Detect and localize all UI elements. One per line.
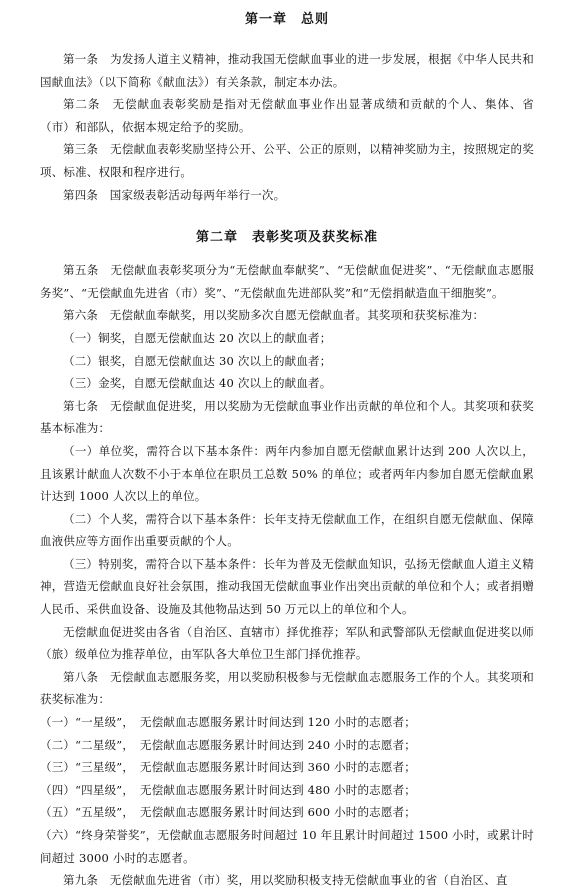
article-6-item-3: （三）金奖，自愿无偿献血达 40 次以上的献血者。 (63, 376, 332, 391)
article-4: 第四条 国家级表彰活动每两年举行一次。 (63, 187, 286, 202)
chapter-1-title: 第一章 总则 (244, 12, 329, 27)
article-8: 第八条 无偿献血志愿服务奖，用以奖励积极参与无偿献血志愿服务工作的个人。其奖项和获奖标准为： (40, 669, 534, 707)
article-7-item-3: （三）特别奖，需符合以下基本条件：长年为普及无偿献血知识，弘扬无偿献血人道主义精神，营造无偿献血良好社会氛围，推动我国无偿献血事业作出突出贡献的单位和个人；或者捐赠人民币、采供血设备、设施及其他物品达到 50 万元以上的单位和个人。 (40, 556, 534, 617)
article-7-item-2: （二）个人奖，需符合以下基本条件：长年支持无偿献血工作，在组织自愿无偿献血、保障血液供应等方面作出重要贡献的个人。 (40, 511, 534, 549)
article-9: 第九条 无偿献血先进省（市）奖，用以奖励积极支持无偿献血事业的省（自治区、直 (63, 873, 508, 888)
article-5: 第五条 无偿献血表彰奖项分为“无偿献血奉献奖”、“无偿献血促进奖”、“无偿献血志愿服务奖”、“无偿献血先进省（市）奖”、“无偿献血先进部队奖”和“无偿捐献造血干细胞奖”。 (40, 263, 534, 300)
chapter-2-body (40, 259, 534, 892)
article-8-item-2: （二）“二星级”， 无偿献血志愿服务累计时间达到 240 小时的志愿者； (40, 737, 416, 752)
article-7-note: 无偿献血促进奖由各省（自治区、直辖市）择优推荐；军队和武警部队无偿献血促进奖以师（旅）级单位为推荐单位，由军队各大单位卫生部门择优推荐。 (40, 624, 534, 662)
article-2: 第二条 无偿献血表彰奖励是指对无偿献血事业作出显著成绩和贡献的个人、集体、省（市）和部队，依据本规定给予的奖励。 (40, 97, 534, 134)
article-8-item-6: （六）“终身荣誉奖”，无偿献血志愿服务时间超过 10 年且累计时间超过 1500 小时，或累计时间超过 3000 小时的志愿者。 (40, 828, 534, 865)
article-8-item-1: （一）“一星级”， 无偿献血志愿服务累计时间达到 120 小时的志愿者； (40, 715, 416, 730)
article-8-item-4: （四）“四星级”， 无偿献血志愿服务累计时间达到 480 小时的志愿者； (40, 782, 416, 797)
article-6: 第六条 无偿献血奉献奖，用以奖励多次自愿无偿献血者。其奖项和获奖标准为： (63, 308, 485, 323)
article-1: 第一条 为发扬人道主义精神，推动我国无偿献血事业的进一步发展，根据《中华人民共和国献血法》（以下简称《献血法》）有关条款，制定本办法。 (40, 52, 534, 89)
article-8-item-3: （三）“三星级”， 无偿献血志愿服务累计时间达到 360 小时的志愿者； (40, 760, 416, 775)
article-3: 第三条 无偿献血表彰奖励坚持公开、公平、公正的原则，以精神奖励为主，按照规定的奖项、标准、权限和程序进行。 (40, 142, 534, 179)
article-6-item-1: （一）铜奖，自愿无偿献血达 20 次以上的献血者； (63, 330, 332, 345)
article-7-item-1: （一）单位奖，需符合以下基本条件：两年内参加自愿无偿献血累计达到 200 人次以上，且该累计献血人次数不小于本单位在职员工总数 50% 的单位；或者两年内参加自愿无偿献血累计达到 1000 人次以上的单位。 (40, 443, 534, 504)
article-7: 第七条 无偿献血促进奖，用以奖励为无偿献血事业作出贡献的单位和个人。其奖项和获奖基本标准为： (40, 398, 534, 436)
chapter-1-body (40, 48, 534, 206)
article-6-item-2: （二）银奖，自愿无偿献血达 30 次以上的献血者； (63, 353, 332, 368)
article-8-item-5: （五）“五星级”， 无偿献血志愿服务累计时间达到 600 小时的志愿者； (40, 805, 416, 820)
chapter-2-title: 第二章 表彰奖项及获奖标准 (195, 230, 378, 246)
